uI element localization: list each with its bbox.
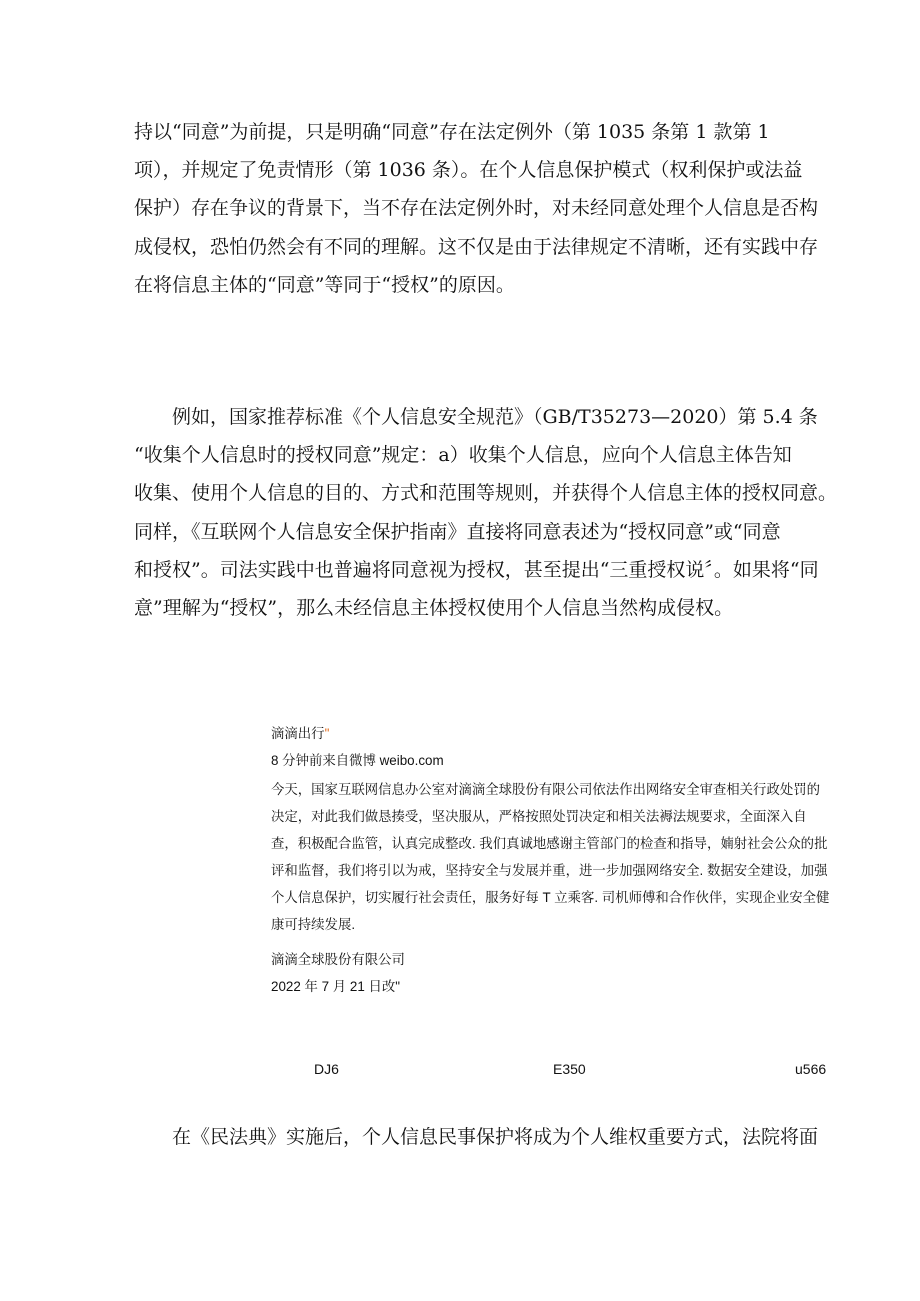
weibo-post-body [271,776,916,938]
post-body-line: 查，积极配合监管，认真完成整改. 我们真诚地感谢主管部门的检查和指导，婻射社会公众的批 [271,836,828,851]
post-signature: 滴滴全球股份有限公司 [271,952,405,967]
text-line: 在《民法典》实施后，个人信息民事保护将成为个人维权重要方式，法院将面 [134,1126,819,1148]
text-line: “收集个人信息时的授权同意”规定：a）收集个人信息，应向个人信息主体告知 [134,444,792,467]
text-line: 保护）存在争议的背景下，当不存在法定例外时，对未经同意处理个人信息是否构 [134,197,819,220]
post-body-line: 个人信息保护，切实履行社会责任，服务好每 T 立乘客. 司机师傅和合作伙伴，实现企业安全健 [271,890,830,905]
text-line: 例如，国家推荐标准《个人信息安全规范》（GB/T35273—2020）第 5.4 条 [134,406,818,428]
post-account-mark: " [324,726,330,741]
text-line: 成侵权，恐怕仍然会有不同的理解。这不仅是由于法律规定不清晰，还有实践中存 [134,235,819,258]
paragraph-civil-code [134,1118,920,1156]
text-line: 意”理解为“授权”，那么未经信息主体授权使用个人信息当然构成侵权。 [134,596,734,619]
post-stat-like[interactable]: u566 [795,1061,827,1077]
post-body-line: 今天，国家互联网信息办公室对滴滴全球股份有限公司依法作出网络安全审查相关行政处罚的 [271,782,821,797]
text-line: 和授权”。司法实践中也普遍将同意视为授权，甚至提出“三重授权说〞。如果将“同 [134,558,819,581]
post-stat-comment[interactable]: E350 [553,1061,586,1077]
text-line: 同样，《互联网个人信息安全保护指南》直接将同意表述为“授权同意”或“同意 [134,520,781,543]
text-line: 收集、使用个人信息的目的、方式和范围等规则，并获得个人信息主体的授权同意。 [134,482,838,505]
weibo-post-header [271,720,916,774]
post-body-line: 评和监督，我们将引以为戒，坚持安全与发展并重，进一步加强网络安全. 数据安全建设，加强 [271,863,828,878]
text-line: 持以“同意”为前提，只是明确“同意”存在法定例外（第 1035 条第 1 款第 1 [134,121,770,143]
post-body-line: 决定，对此我们做恳揍受，坚决服从，严格按照处罚决定和相关法褥法规要求，全面深入自 [271,809,807,824]
paragraph-authorization-examples [134,398,920,627]
post-account [271,720,916,747]
paragraph-consent-exceptions [134,113,920,304]
post-body-line: 康可持续发展. [271,917,356,932]
post-source: 8 分钟前来自微博 weibo.com [271,753,444,768]
text-line: 在将信息主体的“同意”等同于“授权”的原因。 [134,273,515,296]
post-stats-bar [0,1057,920,1081]
post-account-name: 滴滴出行 [271,726,325,741]
post-stat-share[interactable]: DJ6 [314,1061,339,1077]
text-line: 项），并规定了免责情形（第 1036 条）。在个人信息保护模式（权利保护或法益 [134,159,803,182]
weibo-post-signature [271,946,916,1000]
post-date: 2022 年 7 月 21 日改" [271,979,401,994]
